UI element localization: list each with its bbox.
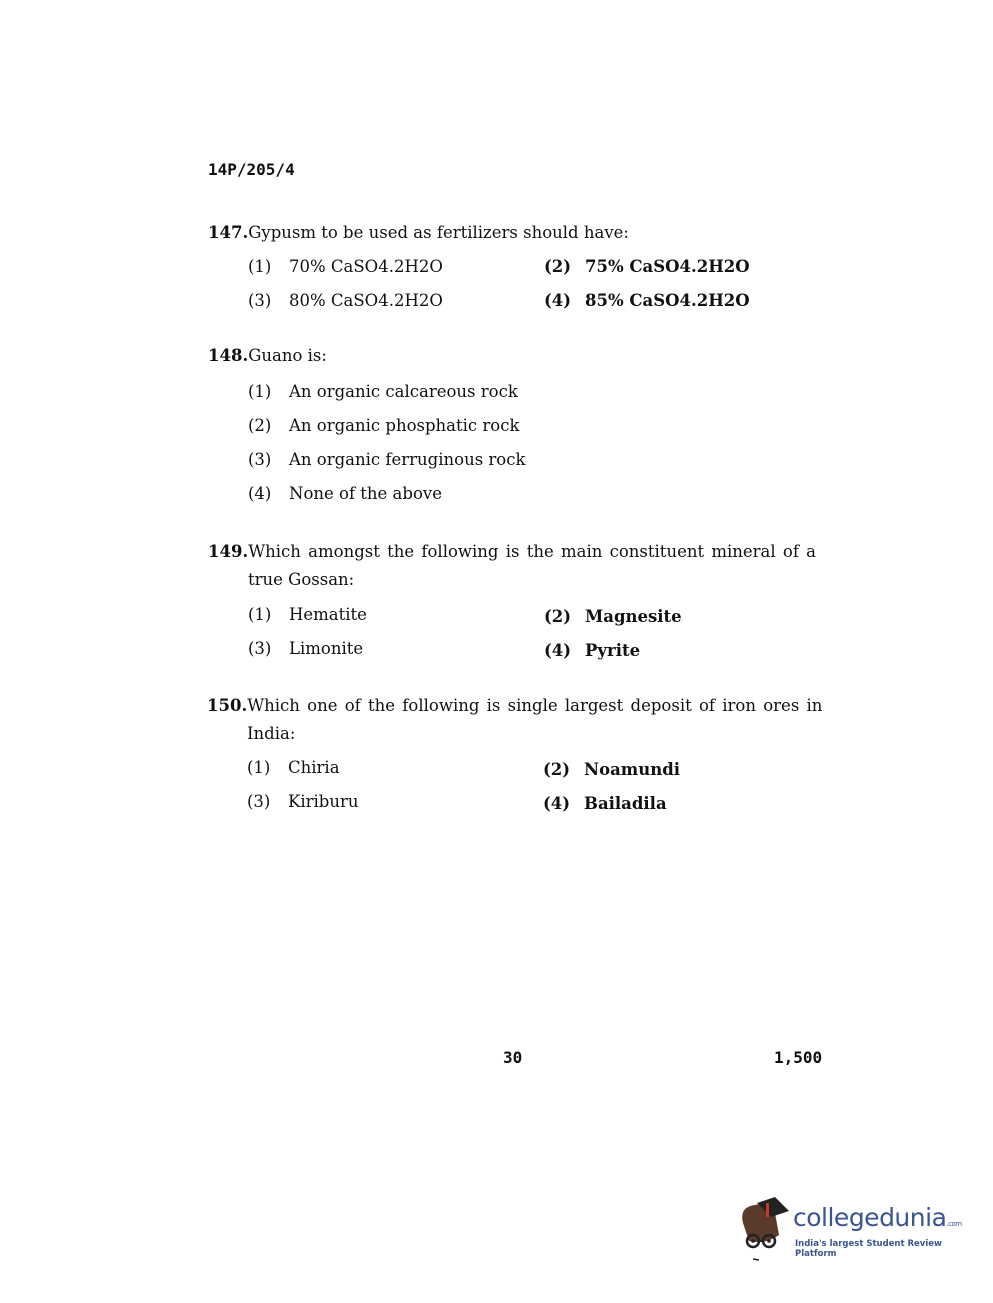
question-149 xyxy=(208,542,816,562)
option-label: (4) xyxy=(248,484,272,503)
option-label: (3) xyxy=(247,792,271,811)
option-text: 80% CaSO4.2H2O xyxy=(289,291,443,310)
question-number: 149. xyxy=(208,542,249,561)
option-text: Noamundi xyxy=(584,760,681,779)
option xyxy=(543,760,681,780)
option-label: (2) xyxy=(248,416,272,435)
option-label: (4) xyxy=(543,794,571,813)
option-text: An organic phosphatic rock xyxy=(289,416,520,435)
option xyxy=(544,641,641,661)
option xyxy=(247,758,340,778)
option-label: (2) xyxy=(543,760,571,779)
option-text: 85% CaSO4.2H2O xyxy=(585,291,750,310)
option xyxy=(248,382,518,402)
question-text: Which amongst the following is the main constituent mineral of a xyxy=(248,542,817,561)
option-text: None of the above xyxy=(289,484,442,503)
question-text: Gypusm to be used as fertilizers should have: xyxy=(248,223,629,242)
brand-tld: .com xyxy=(946,1220,962,1228)
option-text: Chiria xyxy=(288,758,340,777)
option-text: An organic calcareous rock xyxy=(289,382,518,401)
option xyxy=(248,484,442,504)
question-text: Guano is: xyxy=(248,346,327,365)
option xyxy=(248,450,526,470)
option-label: (1) xyxy=(248,605,272,624)
option-label: (1) xyxy=(247,758,271,777)
question-text-cont: true Gossan: xyxy=(248,570,355,589)
option xyxy=(248,257,443,277)
option-label: (3) xyxy=(248,291,272,310)
mascot-icon xyxy=(735,1195,791,1265)
option-text: Bailadila xyxy=(584,794,667,813)
brand-name xyxy=(793,1203,962,1232)
option xyxy=(247,792,359,812)
print-count: 1,500 xyxy=(774,1048,823,1067)
option xyxy=(248,291,443,311)
option-text: 70% CaSO4.2H2O xyxy=(289,257,443,276)
paper-code: 14P/205/4 xyxy=(208,160,295,179)
collegedunia-logo xyxy=(735,1195,965,1270)
option-label: (4) xyxy=(544,291,572,310)
option-label: (2) xyxy=(544,257,572,276)
option xyxy=(248,416,520,436)
option-text: 75% CaSO4.2H2O xyxy=(585,257,750,276)
option-label: (1) xyxy=(248,257,272,276)
option xyxy=(544,257,750,277)
question-number: 147. xyxy=(208,223,249,242)
option xyxy=(544,607,682,627)
brand-text: collegedunia xyxy=(793,1203,947,1232)
brand-tagline: India's largest Student Review Platform xyxy=(795,1239,942,1259)
option-text: An organic ferruginous rock xyxy=(289,450,526,469)
question-147 xyxy=(208,223,629,243)
option-label: (1) xyxy=(248,382,272,401)
question-text-cont: India: xyxy=(247,724,296,743)
option-label: (3) xyxy=(248,639,272,658)
option-label: (4) xyxy=(544,641,572,660)
question-150 xyxy=(207,696,822,716)
option xyxy=(543,794,667,814)
option xyxy=(544,291,750,311)
option-label: (2) xyxy=(544,607,572,626)
question-text: Which one of the following is single largest deposit of iron ores in xyxy=(247,696,823,715)
option-text: Kiriburu xyxy=(288,792,359,811)
option xyxy=(248,639,364,659)
option xyxy=(248,605,367,625)
option-text: Limonite xyxy=(289,639,364,658)
option-text: Pyrite xyxy=(585,641,641,660)
option-text: Hematite xyxy=(289,605,367,624)
option-label: (3) xyxy=(248,450,272,469)
page-number: 30 xyxy=(503,1048,523,1067)
question-148 xyxy=(208,346,327,366)
question-number: 148. xyxy=(208,346,249,365)
question-number: 150. xyxy=(207,696,248,715)
option-text: Magnesite xyxy=(585,607,682,626)
